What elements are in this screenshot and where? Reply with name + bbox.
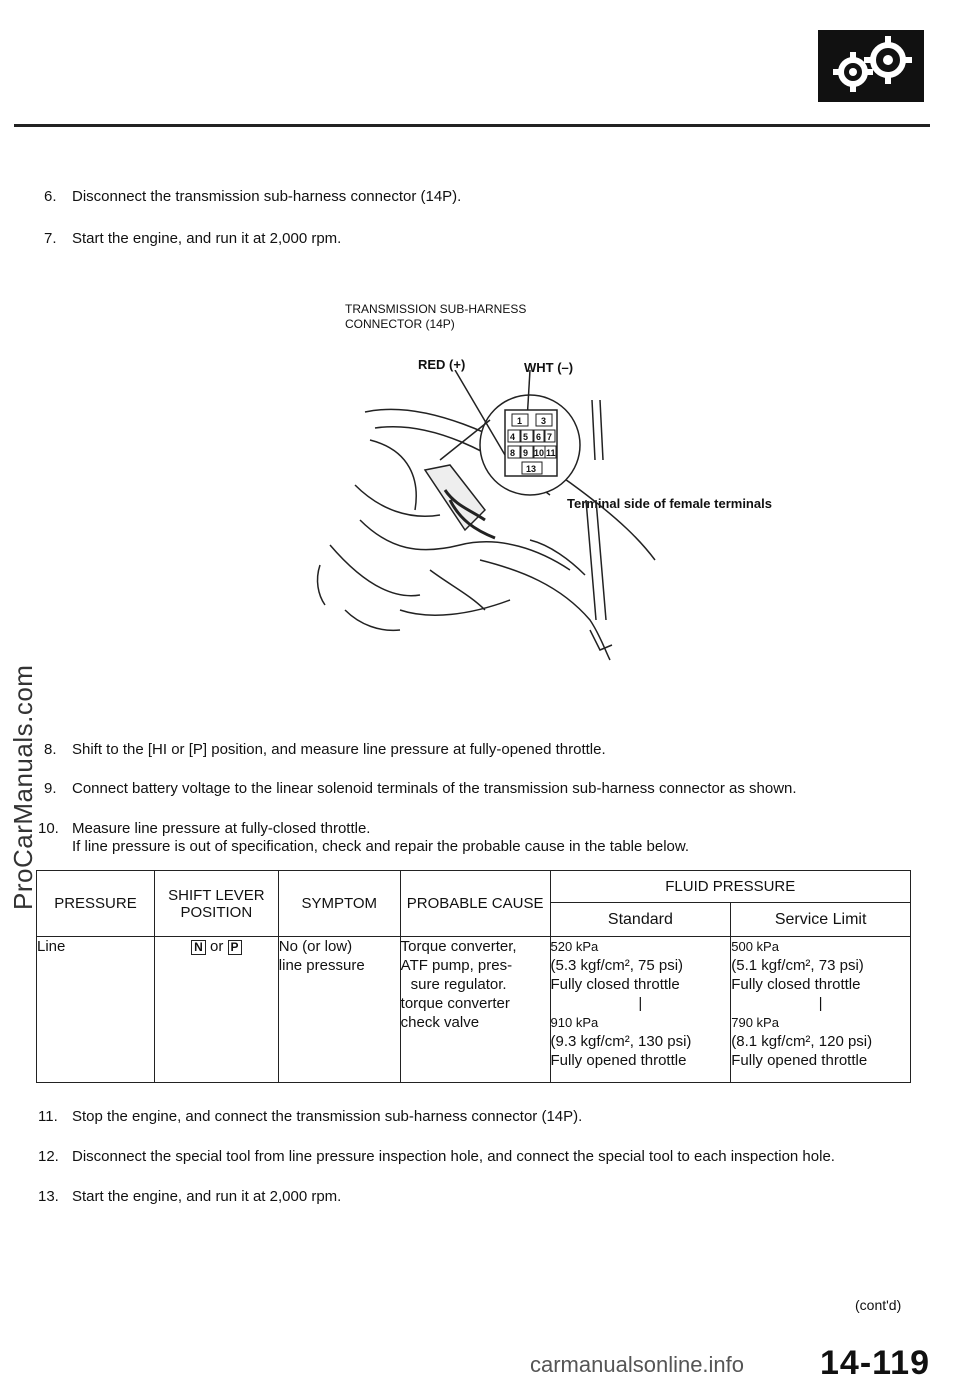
cause-line2: ATF pump, pres-: [400, 957, 513, 974]
symptom-cell: [278, 937, 400, 1083]
pin-8-label: 8: [510, 448, 516, 458]
pin-6-label: 6: [536, 432, 542, 442]
step-number: 8.: [44, 741, 57, 758]
cause-line1: Torque converter,: [400, 938, 517, 955]
step-7: [44, 230, 341, 248]
cause-line5: check valve: [400, 1014, 480, 1031]
pin-13-label: 13: [526, 464, 537, 474]
header-pressure: PRESSURE: [37, 871, 155, 937]
std-low-conversion: (5.3 kgf/cm², 75 psi): [550, 957, 684, 974]
terminal-caption: Terminal side of female terminals: [567, 496, 772, 511]
step-number: 12.: [38, 1148, 59, 1165]
footer-watermark: carmanualsonline.info: [530, 1352, 745, 1377]
std-low-kpa: 520 kPa: [550, 939, 599, 954]
service-limit-cell: [731, 937, 911, 1083]
step-number: 11.: [38, 1108, 58, 1125]
step-6: [44, 188, 461, 206]
pin-5-label: 5: [523, 432, 529, 442]
step-text: Start the engine, and run it at 2,000 rpm.: [72, 230, 342, 247]
std-low-condition: Fully closed throttle: [550, 976, 680, 993]
step-text: Measure line pressure at fully-closed throttle.: [72, 820, 371, 837]
pin-1-label: 1: [517, 416, 523, 426]
symptom-line1: No (or low): [278, 938, 353, 955]
header-shift-lever-line1: SHIFT LEVER: [168, 886, 265, 904]
pin-3-label: 3: [541, 416, 547, 426]
standard-cell: [550, 937, 731, 1083]
step-8: [44, 741, 606, 759]
pin-10-label: 10: [534, 448, 545, 458]
diagram-title: [345, 302, 526, 332]
step-number: 13.: [38, 1188, 59, 1205]
step-number: 10.: [38, 820, 59, 837]
header-fluid-pressure: FLUID PRESSURE: [550, 871, 910, 903]
diagram-title-line2: CONNECTOR (14P): [345, 317, 455, 331]
lim-high-kpa: 790 kPa: [731, 1015, 779, 1030]
table-row: [37, 937, 911, 1083]
cause-line4: torque converter: [400, 995, 510, 1012]
lim-low-kpa: 500 kPa: [731, 939, 779, 954]
shift-p-keycap: P: [228, 940, 242, 955]
page-number: 14-119: [820, 1344, 930, 1382]
lim-high-condition: Fully opened throttle: [731, 1052, 868, 1069]
connector-illustration: [300, 370, 660, 670]
probable-cause-cell: [400, 937, 550, 1083]
step-text: Shift to the [HI or [P] position, and measure line pressure at fully-opened throttle.: [72, 741, 606, 758]
shift-position-cell: [154, 937, 278, 1083]
lim-low-conversion: (5.1 kgf/cm², 73 psi): [731, 957, 864, 974]
std-high-condition: Fully opened throttle: [550, 1052, 687, 1069]
section-gear-icon: [818, 30, 924, 102]
shift-or-text: or: [210, 938, 224, 955]
symptom-line2: line pressure: [278, 957, 365, 974]
header-shift-lever: [154, 871, 278, 937]
line-pressure-table: [36, 870, 911, 1083]
wht-terminal-label: WHT (–): [524, 360, 574, 375]
lim-low-condition: Fully closed throttle: [731, 976, 861, 993]
step-number: 6.: [44, 188, 57, 205]
continued-label: (cont'd): [855, 1297, 902, 1313]
step-text: Disconnect the special tool from line pressure inspection hole, and connect the special tool to each inspection hole.: [72, 1148, 835, 1165]
step-12: [38, 1148, 835, 1166]
pin-4-label: 4: [510, 432, 516, 442]
pressure-cell: Line: [37, 937, 155, 1083]
red-terminal-label: RED (+): [418, 357, 466, 372]
pin-7-label: 7: [547, 432, 553, 442]
step-13: [38, 1188, 341, 1206]
header-standard: Standard: [550, 903, 731, 937]
diagram-title-line1: TRANSMISSION SUB-HARNESS: [345, 302, 527, 316]
header-shift-lever-line2: POSITION: [180, 903, 253, 921]
step-text: Start the engine, and run it at 2,000 rpm.: [72, 1188, 342, 1205]
step-10: [38, 820, 689, 856]
lim-high-conversion: (8.1 kgf/cm², 120 psi): [731, 1033, 873, 1050]
header-service-limit: Service Limit: [731, 903, 911, 937]
std-range-bar: |: [638, 995, 643, 1012]
pin-9-label: 9: [523, 448, 529, 458]
step-number: 7.: [44, 230, 57, 247]
step-text-continuation: If line pressure is out of specification, check and repair the probable cause in the table below.: [72, 838, 690, 855]
header-probable-cause: PROBABLE CAUSE: [400, 871, 550, 937]
std-high-conversion: (9.3 kgf/cm², 130 psi): [550, 1033, 692, 1050]
step-9: [44, 780, 797, 798]
side-watermark: ProCarManuals.com: [8, 664, 38, 910]
std-high-kpa: 910 kPa: [550, 1015, 599, 1030]
step-number: 9.: [44, 780, 57, 797]
shift-n-keycap: N: [191, 940, 206, 955]
header-symptom: SYMPTOM: [278, 871, 400, 937]
lim-range-bar: |: [818, 995, 823, 1012]
step-text: Stop the engine, and connect the transmission sub-harness connector (14P).: [72, 1108, 583, 1125]
header-rule: [14, 124, 930, 127]
step-11: [38, 1108, 582, 1126]
pin-11-label: 11: [546, 448, 556, 458]
cause-line3: sure regulator.: [410, 976, 507, 993]
step-text: Disconnect the transmission sub-harness connector (14P).: [72, 188, 462, 205]
step-text: Connect battery voltage to the linear solenoid terminals of the transmission sub-harness connector as shown.: [72, 780, 797, 797]
